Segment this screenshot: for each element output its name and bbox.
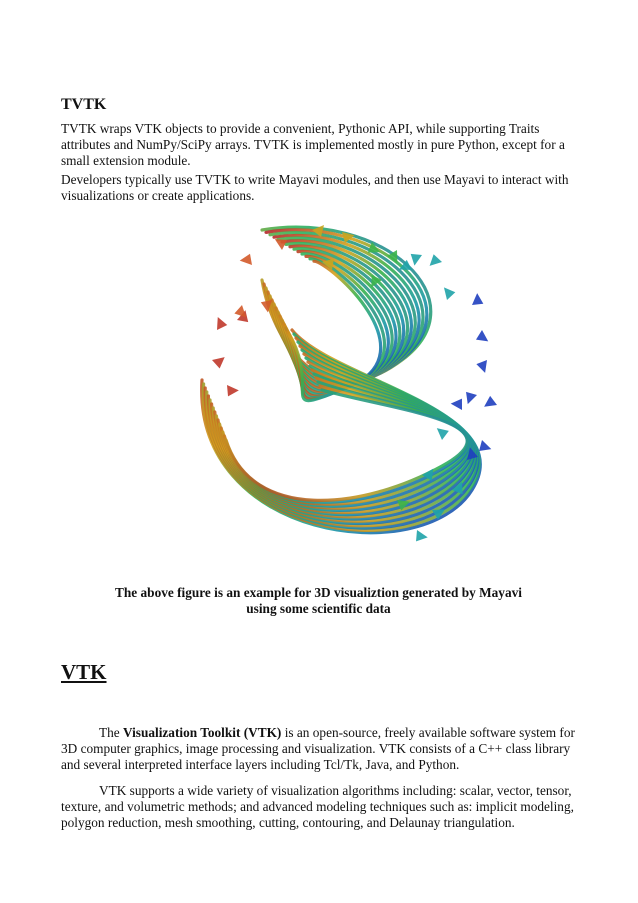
vtk-paragraph-1-lead: The [99, 725, 123, 740]
vtk-name-bold: Visualization Toolkit (VTK) [123, 725, 282, 740]
vector-cone-glyph [430, 254, 443, 267]
vtk-paragraph-1 [61, 725, 586, 773]
vector-cone-glyph [475, 356, 491, 372]
vector-cone-glyph [411, 527, 428, 544]
vector-cone-glyph [222, 382, 239, 399]
vector-cone-glyph [469, 293, 486, 310]
vtk-paragraph-2: VTK supports a wide variety of visualization algorithms including: scalar, vector, tensor, texture, and volumetric methods; and advanced modeling techniques such as: implicit modeling, polygon reduction, mesh smoothing, cutting, contouring, and Delaunay triangulation. [61, 783, 574, 830]
tvtk-paragraph-1: TVTK wraps VTK objects to provide a convenient, Pythonic API, while supporting Traits attributes and NumPy/SciPy arrays. TVTK is implemented mostly in pure Python, except for a small extension module. [61, 121, 565, 168]
vector-cone-glyph [442, 287, 456, 301]
figure-caption [61, 585, 576, 617]
vector-cone-glyph [408, 249, 425, 266]
vector-cone-glyph [437, 428, 449, 440]
vector-cone-glyph [451, 396, 468, 413]
mayavi-3d-visualization-figure [182, 210, 518, 575]
vtk-heading: VTK [61, 660, 107, 684]
vector-cone-glyph [240, 252, 257, 269]
vector-cone-glyph [475, 329, 488, 342]
vector-cone-glyph [213, 317, 229, 333]
vector-cone-glyph [484, 395, 499, 410]
figure-caption-line-2: using some scientific data [246, 601, 391, 616]
vector-cone-glyph [211, 355, 225, 369]
vtk-paragraph-1-rest: is an open-source, freely available software system for 3D computer graphics, image processing and visualization. VTK consists of a C++ class library and several interpreted interface layers including Tcl/Tk, Java, and Python. [61, 725, 575, 772]
figure-caption-line-1: The above figure is an example for 3D visualiztion generated by Mayavi [115, 585, 522, 600]
vector-cone-glyph [463, 389, 479, 405]
tvtk-heading: TVTK [61, 96, 107, 113]
tvtk-paragraph-2: Developers typically use TVTK to write Mayavi modules, and then use Mayavi to interact with visualizations or create applications. [61, 172, 569, 203]
